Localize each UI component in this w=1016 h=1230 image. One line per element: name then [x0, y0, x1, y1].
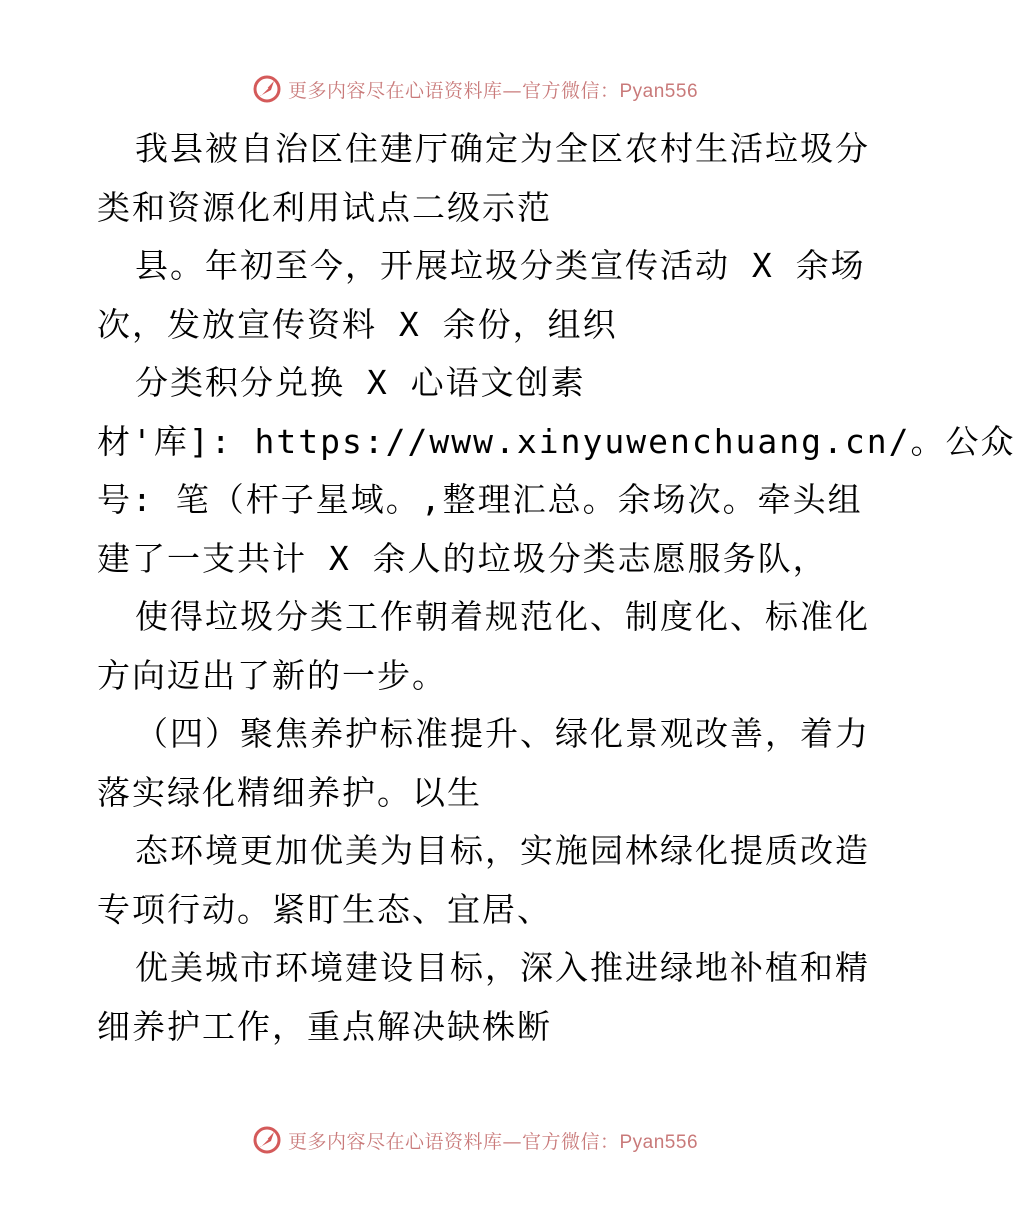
footer-wechat-id: Pyan556	[619, 1131, 699, 1153]
text-line: 态环境更加优美为目标，实施园林绿化提质改造	[135, 831, 870, 870]
document-body	[97, 120, 1016, 1056]
text-line: 使得垃圾分类工作朝着规范化、制度化、标准化	[135, 597, 870, 636]
text-line: 号: 笔（杆子星域。,整理汇总。余场次。牵头组	[97, 480, 863, 519]
header-wechat-id: Pyan556	[619, 80, 699, 102]
quill-logo-icon	[252, 1125, 282, 1155]
text-line: 方向迈出了新的一步。	[97, 655, 447, 695]
text-line: 材'库]: https://www.xinyuwenchuang.cn/。公众	[97, 421, 1016, 461]
text-line: 优美城市环境建设目标，深入推进绿地补植和精	[135, 948, 870, 987]
quill-logo-icon	[252, 74, 282, 104]
text-line: 细养护工作，重点解决缺株断	[97, 1006, 552, 1046]
text-line: 专项行动。紧盯生态、宜居、	[97, 889, 552, 929]
text-line: 建了一支共计 X 余人的垃圾分类志愿服务队，	[97, 538, 828, 578]
footer-banner-text: 更多内容尽在心语资料库—官方微信：Pyan556	[287, 1130, 699, 1153]
text-line: （四）聚焦养护标准提升、绿化景观改善，着力	[135, 714, 870, 753]
header-banner-text: 更多内容尽在心语资料库—官方微信：Pyan556	[287, 79, 699, 102]
footer-banner	[0, 1123, 950, 1157]
text-line: 分类积分兑换 X 心语文创素	[135, 363, 586, 402]
text-line: 次，发放宣传资料 X 余份，组织	[97, 304, 618, 344]
text-line: 县。年初至今，开展垃圾分类宣传活动 X 余场	[135, 246, 866, 285]
text-line: 我县被自治区住建厅确定为全区农村生活垃圾分	[135, 129, 870, 168]
text-line: 类和资源化利用试点二级示范	[97, 187, 552, 227]
header-banner	[0, 72, 950, 106]
text-line: 落实绿化精细养护。以生	[97, 772, 482, 812]
